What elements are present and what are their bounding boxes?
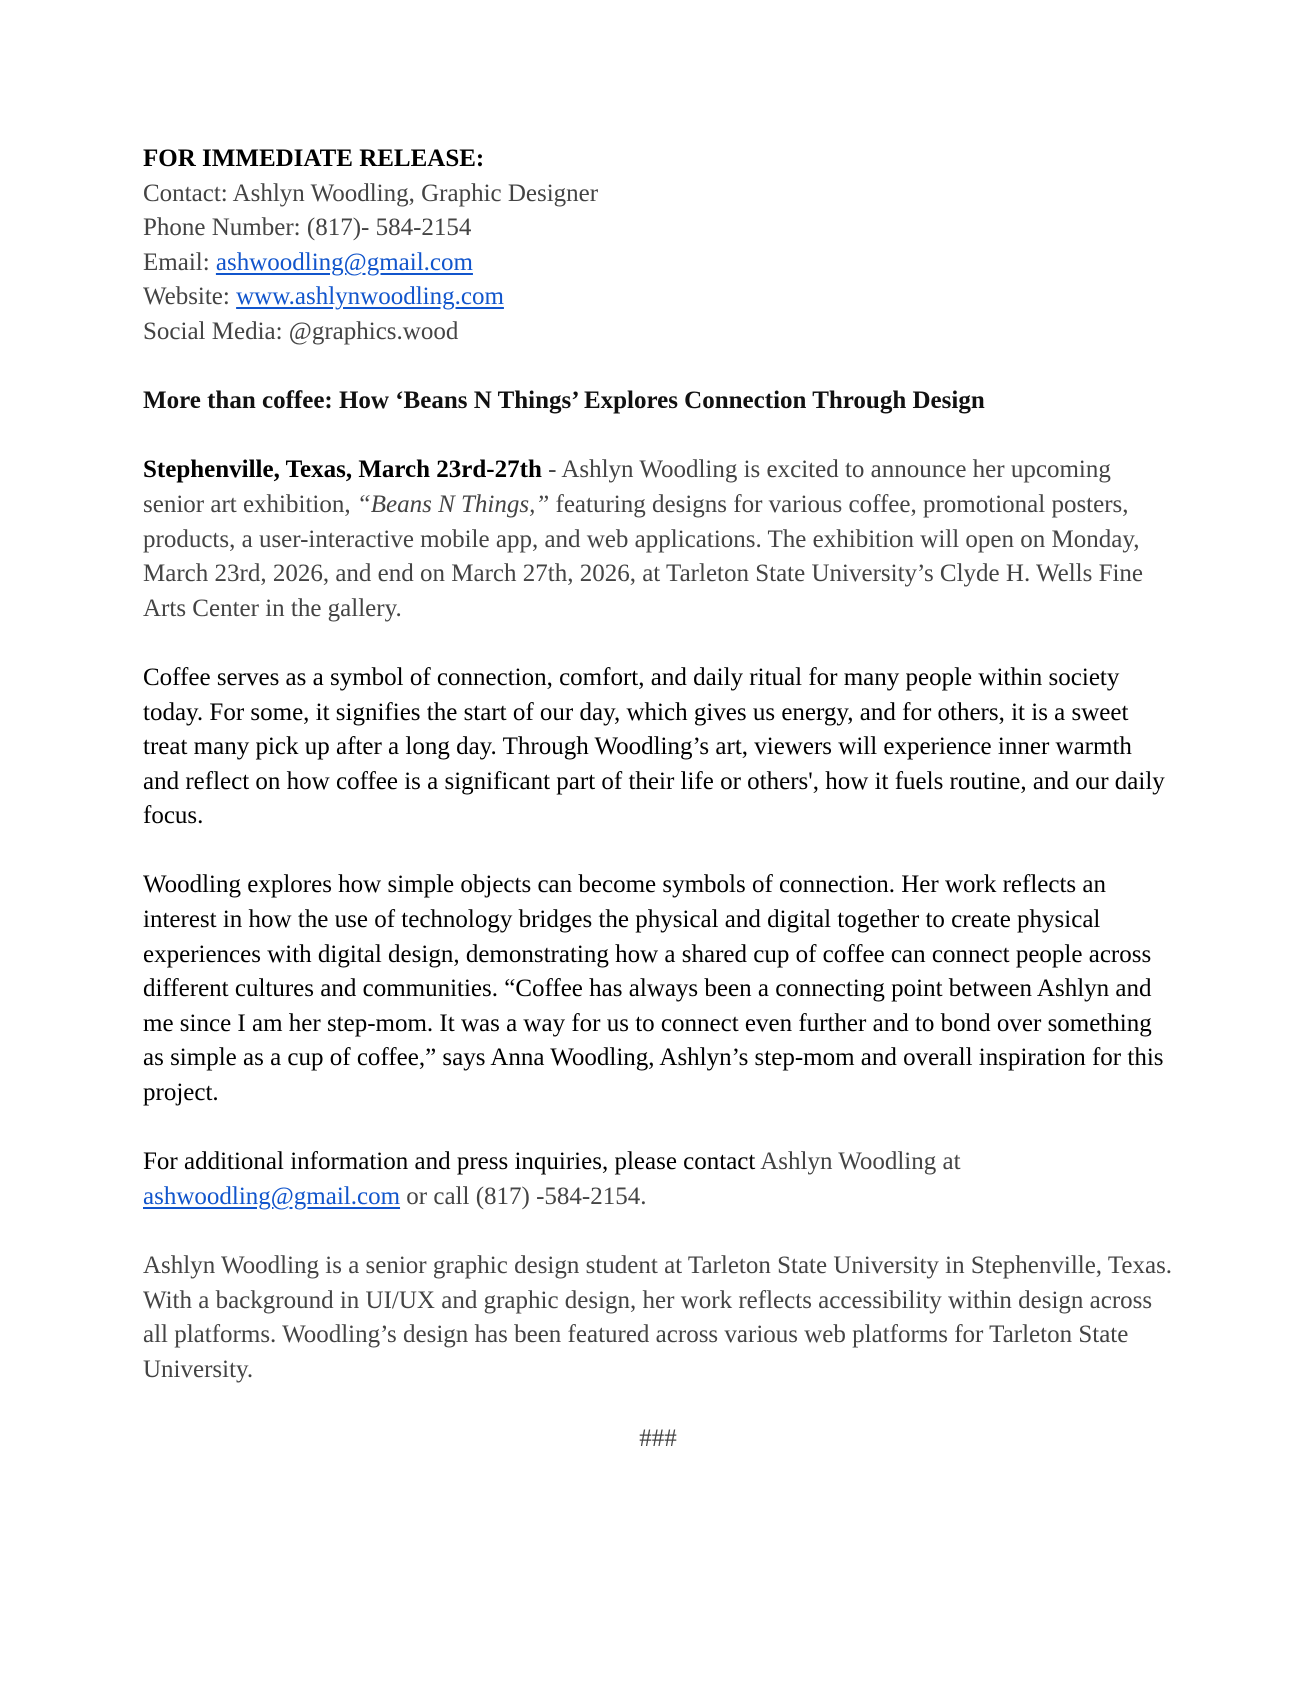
email-link[interactable]: ashwoodling@gmail.com	[215, 248, 473, 276]
website-link[interactable]: www.ashlynwoodling.com	[236, 283, 504, 311]
website-line	[143, 280, 1173, 315]
email-line	[143, 246, 1173, 281]
contact-text-b: or call (817) -584-2154.	[400, 1182, 647, 1210]
phone-line: Phone Number: (817)- 584-2154	[143, 214, 472, 242]
end-mark: ###	[639, 1424, 677, 1452]
headline: More than coffee: How ‘Beans N Things’ Explores Connection Through Design	[143, 387, 985, 415]
intro-text-a: - Ashlyn Woodling is excited to announce her upcoming senior art exhibition,	[143, 456, 1111, 518]
contact-text-a: For additional information and press inquiries, please contact	[143, 1148, 761, 1176]
exhibit-title: “Beans N Things,”	[356, 490, 550, 518]
dateline: Stephenville, Texas, March 23rd-27th	[143, 456, 542, 484]
release-label: FOR IMMEDIATE RELEASE:	[143, 145, 485, 172]
bio-paragraph: Ashlyn Woodling is a senior graphic design student at Tarleton State University in Stephenville, Texas. With a background in UI/UX and graphic design, her work reflects accessibility within design across all platforms. Woodling’s design has been featured across various web platforms for Tarleton State University.	[143, 1252, 1173, 1383]
contact-header	[143, 142, 1173, 350]
contact-email-link[interactable]: ashwoodling@gmail.com	[143, 1182, 401, 1210]
contact-line: Contact: Ashlyn Woodling, Graphic Designer	[143, 179, 599, 207]
intro-text-b: featuring designs for various coffee, promotional posters, products, a user-interactive mobile app, and web applications. The exhibition will open on Monday, March 23rd, 2026, and end on March 27th, 2026, at Tarleton State University’s Clyde H. Wells Fine Arts Center in the gallery.	[143, 490, 1144, 622]
contact-name: Ashlyn Woodling at	[760, 1148, 961, 1176]
social-line: Social Media: @graphics.wood	[143, 317, 459, 345]
paragraph-connection: Woodling explores how simple objects can become symbols of connection. Her work reflects an interest in how the use of technology bridges the physical and digital together to create physical experiences with digital design, demonstrating how a shared cup of coffee can connect people across different cultures and communities. “Coffee has always been a connecting point between Ashlyn and me since I am her step-mom. It was a way for us to connect even further and to bond over something as simple as a cup of coffee,” says Anna Woodling, Ashlyn’s step-mom and overall inspiration for this project.	[143, 871, 1164, 1107]
press-release	[143, 142, 1173, 1457]
website-label: Website:	[143, 283, 237, 311]
intro-paragraph	[143, 453, 1173, 626]
email-label: Email:	[143, 248, 216, 276]
contact-paragraph	[143, 1145, 1173, 1214]
paragraph-coffee-symbol: Coffee serves as a symbol of connection, comfort, and daily ritual for many people within society today. For some, it signifies the start of our day, which gives us energy, and for others, it is a sweet treat many pick up after a long day. Through Woodling’s art, viewers will experience inner warmth and reflect on how coffee is a significant part of their life or others', how it fuels routine, and our daily focus.	[143, 663, 1165, 830]
